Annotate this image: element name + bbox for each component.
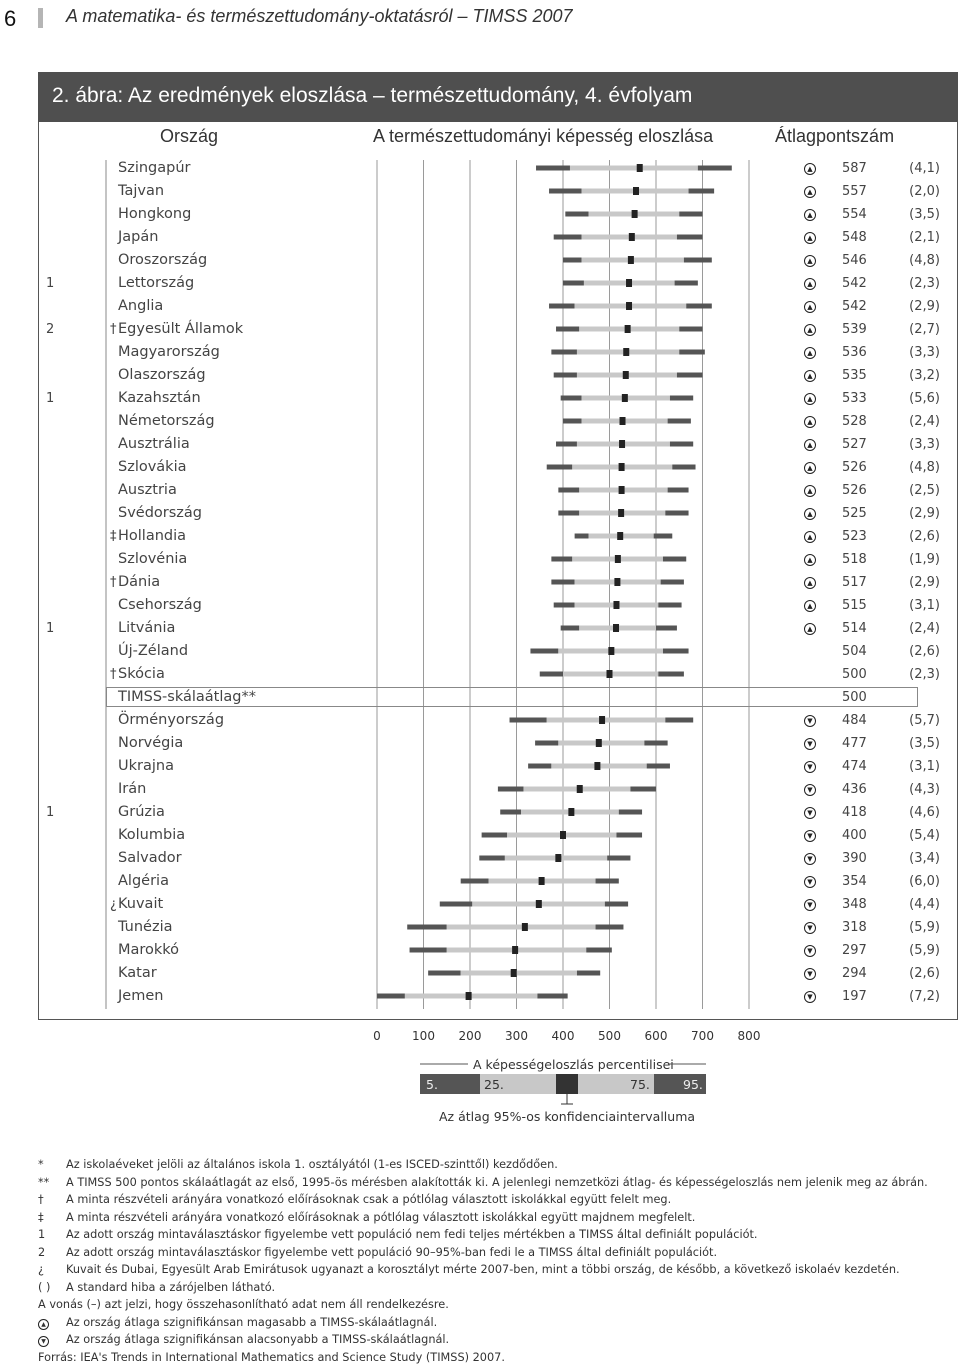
average-score: 297 bbox=[842, 943, 867, 958]
population-note: 1 bbox=[46, 805, 55, 820]
significantly-higher-icon: ▲ bbox=[804, 209, 816, 221]
average-score: 548 bbox=[842, 230, 867, 245]
standard-error: (4,8) bbox=[909, 253, 940, 268]
standard-error: (3,3) bbox=[909, 345, 940, 360]
standard-error: (4,3) bbox=[909, 782, 940, 797]
country-name: Hollandia bbox=[118, 528, 187, 544]
significantly-lower-icon: ▼ bbox=[804, 761, 816, 773]
column-header-country: Ország bbox=[160, 126, 219, 146]
footnote-text: A minta részvételi arányára vonatkozó előírásoknak csak a pótlólag választott iskolákkal együtt felelt meg. bbox=[66, 1193, 672, 1206]
standard-error: (2,6) bbox=[909, 529, 940, 544]
legend-p95-label: 95. bbox=[683, 1077, 703, 1092]
significantly-higher-icon: ▲ bbox=[804, 370, 816, 382]
significantly-lower-icon: ▼ bbox=[38, 1333, 66, 1347]
country-name: Dánia bbox=[118, 574, 161, 590]
average-score: 525 bbox=[842, 506, 867, 521]
significantly-higher-icon: ▲ bbox=[804, 531, 816, 543]
country-name: Ausztria bbox=[118, 482, 177, 498]
significantly-lower-icon: ▼ bbox=[804, 991, 816, 1003]
legend-p25-label: 25. bbox=[484, 1077, 504, 1092]
standard-error: (2,3) bbox=[909, 276, 940, 291]
average-score: 587 bbox=[842, 161, 867, 176]
significantly-higher-icon: ▲ bbox=[804, 301, 816, 313]
significantly-lower-icon: ▼ bbox=[804, 784, 816, 796]
footnote-text: A vonás (–) azt jelzi, hogy összehasonlítható adat nem áll rendelkezésre. bbox=[38, 1298, 449, 1311]
footnote bbox=[38, 1316, 437, 1330]
footnote-text: A minta részvételi arányára vonatkozó előírásoknak a pótlólag választott iskolákkal együtt majdnem megfelelt. bbox=[66, 1210, 696, 1224]
standard-error: (2,4) bbox=[909, 414, 940, 429]
significantly-higher-icon: ▲ bbox=[804, 255, 816, 267]
country-name: Skócia bbox=[118, 666, 165, 682]
standard-error: (5,9) bbox=[909, 943, 940, 958]
standard-error: (4,4) bbox=[909, 897, 940, 912]
country-name: Jemen bbox=[118, 988, 164, 1004]
average-score: 484 bbox=[842, 713, 867, 728]
country-name: Lettország bbox=[118, 275, 195, 291]
average-score: 500 bbox=[842, 690, 867, 705]
country-name: Svédország bbox=[118, 505, 202, 521]
significantly-lower-icon: ▼ bbox=[804, 876, 816, 888]
figure-title: 2. ábra: Az eredmények eloszlása – természettudomány, 4. évfolyam bbox=[52, 84, 693, 107]
country-name: Németország bbox=[118, 413, 215, 429]
standard-error: (3,1) bbox=[909, 759, 940, 774]
country-name: Ausztrália bbox=[118, 436, 190, 452]
standard-error: (1,9) bbox=[909, 552, 940, 567]
significantly-lower-icon: ▼ bbox=[804, 945, 816, 957]
participation-mark: † bbox=[110, 322, 117, 337]
average-score: 554 bbox=[842, 207, 867, 222]
average-score: 474 bbox=[842, 759, 867, 774]
average-score: 477 bbox=[842, 736, 867, 751]
average-score: 515 bbox=[842, 598, 867, 613]
footnote-symbol: 2 bbox=[38, 1245, 46, 1259]
x-tick-label: 400 bbox=[551, 1029, 575, 1043]
significantly-higher-icon: ▲ bbox=[804, 393, 816, 405]
country-name: Anglia bbox=[118, 298, 164, 314]
x-tick-label: 600 bbox=[644, 1029, 668, 1043]
significantly-lower-icon: ▼ bbox=[804, 968, 816, 980]
significantly-higher-icon: ▲ bbox=[804, 324, 816, 336]
footnote bbox=[38, 1333, 449, 1347]
significantly-higher-icon: ▲ bbox=[38, 1316, 66, 1330]
average-score: 514 bbox=[842, 621, 867, 636]
average-score: 539 bbox=[842, 322, 867, 337]
standard-error: (3,2) bbox=[909, 368, 940, 383]
footnote-symbol: ‡ bbox=[38, 1210, 44, 1224]
legend-p75-label: 75. bbox=[630, 1077, 650, 1092]
country-name: Olaszország bbox=[118, 367, 206, 383]
country-name: Tajvan bbox=[118, 183, 165, 199]
country-name: Kolumbia bbox=[118, 827, 186, 843]
country-name: Japán bbox=[118, 229, 159, 245]
standard-error: (3,5) bbox=[909, 736, 940, 751]
average-score: 197 bbox=[842, 989, 867, 1004]
standard-error: (2,9) bbox=[909, 506, 940, 521]
average-score: 504 bbox=[842, 644, 867, 659]
participation-mark: ‡ bbox=[110, 529, 117, 544]
footnote bbox=[38, 1176, 928, 1189]
footnote-symbol: ¿ bbox=[38, 1263, 44, 1276]
significantly-higher-icon: ▲ bbox=[804, 347, 816, 359]
x-tick-label: 0 bbox=[373, 1029, 381, 1043]
average-score: 535 bbox=[842, 368, 867, 383]
country-name: Hongkong bbox=[118, 206, 192, 222]
x-tick-label: 300 bbox=[505, 1029, 528, 1043]
country-name: Litvánia bbox=[118, 620, 176, 636]
standard-error: (2,7) bbox=[909, 322, 940, 337]
standard-error: (2,0) bbox=[909, 184, 940, 199]
significantly-higher-icon: ▲ bbox=[804, 232, 816, 244]
country-name: Csehország bbox=[118, 597, 202, 613]
column-header-average: Átlagpontszám bbox=[775, 126, 895, 146]
population-note: 1 bbox=[46, 621, 55, 636]
x-tick-label: 100 bbox=[412, 1029, 435, 1043]
population-note: 1 bbox=[46, 391, 55, 406]
footnote-symbol: * bbox=[38, 1158, 44, 1171]
significantly-higher-icon: ▲ bbox=[804, 186, 816, 198]
footnote-text: A TIMSS 500 pontos skálaátlagát az első, 1995-ös mérésben alakították ki. A jelenlegi nemzetközi átlag- és képességeloszlás nem jelenik meg az ábrán. bbox=[66, 1175, 928, 1189]
participation-mark: † bbox=[110, 575, 117, 590]
significantly-higher-icon: ▲ bbox=[804, 163, 816, 175]
population-note: 2 bbox=[46, 322, 55, 337]
country-name: Kuvait bbox=[118, 896, 164, 912]
average-score: 557 bbox=[842, 184, 867, 199]
average-score: 526 bbox=[842, 483, 867, 498]
x-tick-label: 800 bbox=[737, 1029, 761, 1043]
significantly-lower-icon: ▼ bbox=[804, 899, 816, 911]
standard-error: (2,5) bbox=[909, 483, 940, 498]
significantly-higher-icon: ▲ bbox=[804, 485, 816, 497]
average-score: 348 bbox=[842, 897, 867, 912]
footnote bbox=[38, 1158, 558, 1171]
footnote bbox=[38, 1281, 275, 1294]
country-name: Kazahsztán bbox=[118, 390, 201, 406]
footnote bbox=[38, 1246, 717, 1259]
standard-error: (3,3) bbox=[909, 437, 940, 452]
standard-error: (5,9) bbox=[909, 920, 940, 935]
participation-mark: † bbox=[110, 667, 117, 682]
footnote-symbol: † bbox=[38, 1193, 44, 1206]
average-score: 400 bbox=[842, 828, 867, 843]
country-name: Norvégia bbox=[118, 735, 184, 751]
average-score: 418 bbox=[842, 805, 867, 820]
standard-error: (5,6) bbox=[909, 391, 940, 406]
footnote-symbol: 1 bbox=[38, 1228, 46, 1241]
footnote bbox=[38, 1193, 671, 1206]
average-score: 542 bbox=[842, 276, 867, 291]
average-score: 526 bbox=[842, 460, 867, 475]
footnote-text: Az iskolaéveket jelöli az általános iskola 1. osztályától (1-es ISCED-szinttől) kezdődően. bbox=[66, 1158, 558, 1171]
footnote-text: Kuvait és Dubai, Egyesült Arab Emirátusok ugyanazt a korosztályt mérte 2007-ben, mint a többi ország, de később, a következő iskolaév kezdetén. bbox=[66, 1263, 900, 1276]
standard-error: (3,5) bbox=[909, 207, 940, 222]
legend-p5-label: 5. bbox=[426, 1077, 438, 1092]
x-tick-label: 500 bbox=[598, 1029, 621, 1043]
country-name: Tunézia bbox=[118, 919, 173, 935]
footnote bbox=[38, 1351, 505, 1364]
average-score: 533 bbox=[842, 391, 867, 406]
standard-error: (4,1) bbox=[909, 161, 940, 176]
footnote-text: Forrás: IEA's Trends in International Mathematics and Science Study (TIMSS) 2007. bbox=[38, 1350, 505, 1364]
significantly-higher-icon: ▲ bbox=[804, 577, 816, 589]
significantly-lower-icon: ▼ bbox=[804, 830, 816, 842]
significantly-lower-icon: ▼ bbox=[804, 807, 816, 819]
footnote-symbol: ( ) bbox=[38, 1280, 51, 1294]
standard-error: (6,0) bbox=[909, 874, 940, 889]
participation-mark: ¿ bbox=[110, 897, 117, 912]
standard-error: (2,4) bbox=[909, 621, 940, 636]
country-name: Egyesült Államok bbox=[118, 321, 244, 337]
footnote-text: Az ország átlaga szignifikánsan magasabb a TIMSS-skálaátlagnál. bbox=[66, 1315, 438, 1329]
standard-error: (2,3) bbox=[909, 667, 940, 682]
country-name: Oroszország bbox=[118, 252, 208, 268]
footnote-symbol: ** bbox=[38, 1175, 50, 1189]
footnote bbox=[38, 1211, 695, 1224]
significantly-higher-icon: ▲ bbox=[804, 416, 816, 428]
country-name: Szlovénia bbox=[118, 551, 188, 567]
country-name: Magyarország bbox=[118, 344, 220, 360]
significantly-higher-icon: ▲ bbox=[804, 600, 816, 612]
country-name: Ukrajna bbox=[118, 758, 174, 774]
column-header-distribution: A természettudományi képesség eloszlása bbox=[373, 126, 714, 146]
footnote-text: Az adott ország mintaválasztáskor figyelembe vett populáció nem fedi teljes mértékben a TIMSS által definiált populációt. bbox=[66, 1228, 758, 1241]
average-score: 528 bbox=[842, 414, 867, 429]
standard-error: (4,8) bbox=[909, 460, 940, 475]
standard-error: (2,9) bbox=[909, 299, 940, 314]
footnote bbox=[38, 1263, 900, 1276]
significantly-higher-icon: ▲ bbox=[804, 278, 816, 290]
significantly-lower-icon: ▼ bbox=[804, 738, 816, 750]
average-score: 436 bbox=[842, 782, 867, 797]
average-score: 354 bbox=[842, 874, 867, 889]
average-score: 318 bbox=[842, 920, 867, 935]
average-score: 517 bbox=[842, 575, 867, 590]
country-name: Algéria bbox=[118, 873, 169, 889]
legend-title: A képességeloszlás percentilisei bbox=[473, 1057, 674, 1072]
footnote bbox=[38, 1298, 449, 1311]
average-score: 542 bbox=[842, 299, 867, 314]
significantly-higher-icon: ▲ bbox=[804, 508, 816, 520]
significantly-higher-icon: ▲ bbox=[804, 623, 816, 635]
population-note: 1 bbox=[46, 276, 55, 291]
standard-error: (3,4) bbox=[909, 851, 940, 866]
footnote-text: A standard hiba a zárójelben látható. bbox=[66, 1280, 276, 1294]
significantly-higher-icon: ▲ bbox=[804, 462, 816, 474]
country-name: Irán bbox=[118, 781, 147, 797]
country-name: Salvador bbox=[118, 850, 182, 866]
average-score: 527 bbox=[842, 437, 867, 452]
significantly-lower-icon: ▼ bbox=[804, 922, 816, 934]
country-name: Örményország bbox=[118, 712, 225, 728]
standard-error: (4,6) bbox=[909, 805, 940, 820]
significantly-higher-icon: ▲ bbox=[804, 439, 816, 451]
country-name: Grúzia bbox=[118, 804, 165, 820]
standard-error: (2,6) bbox=[909, 644, 940, 659]
average-score: 294 bbox=[842, 966, 867, 981]
country-name: Marokkó bbox=[118, 942, 180, 958]
country-name: Szlovákia bbox=[118, 459, 187, 475]
standard-error: (2,1) bbox=[909, 230, 940, 245]
x-tick-label: 200 bbox=[458, 1029, 482, 1043]
footnote-text: Az ország átlaga szignifikánsan alacsonyabb a TIMSS-skálaátlagnál. bbox=[66, 1333, 450, 1346]
average-score: 546 bbox=[842, 253, 867, 268]
standard-error: (2,9) bbox=[909, 575, 940, 590]
average-score: 536 bbox=[842, 345, 867, 360]
country-name: Katar bbox=[118, 965, 157, 981]
standard-error: (5,4) bbox=[909, 828, 940, 843]
x-tick-label: 700 bbox=[691, 1029, 714, 1043]
standard-error: (3,1) bbox=[909, 598, 940, 613]
significantly-lower-icon: ▼ bbox=[804, 853, 816, 865]
significantly-lower-icon: ▼ bbox=[804, 715, 816, 727]
footnote-text: Az adott ország mintaválasztáskor figyelembe vett populáció 90–95%-ban fedi le a TIMSS által definiált populációt. bbox=[66, 1245, 718, 1259]
average-score: 390 bbox=[842, 851, 867, 866]
average-score: 518 bbox=[842, 552, 867, 567]
legend-ci-swatch bbox=[556, 1074, 578, 1094]
standard-error: (5,7) bbox=[909, 713, 940, 728]
country-name: Szingapúr bbox=[118, 160, 191, 176]
page-number: 6 bbox=[4, 6, 17, 31]
average-score: 500 bbox=[842, 667, 867, 682]
significantly-higher-icon: ▲ bbox=[804, 554, 816, 566]
average-score: 523 bbox=[842, 529, 867, 544]
standard-error: (7,2) bbox=[909, 989, 940, 1004]
legend-ci-label: Az átlag 95%-os konfidenciaintervalluma bbox=[439, 1109, 696, 1124]
standard-error: (2,6) bbox=[909, 966, 940, 981]
country-name: Új-Zéland bbox=[118, 643, 189, 659]
country-name: TIMSS-skálaátlag** bbox=[118, 689, 256, 705]
footnote bbox=[38, 1228, 758, 1241]
running-title: A matematika- és természettudomány-oktatásról – TIMSS 2007 bbox=[66, 6, 573, 26]
